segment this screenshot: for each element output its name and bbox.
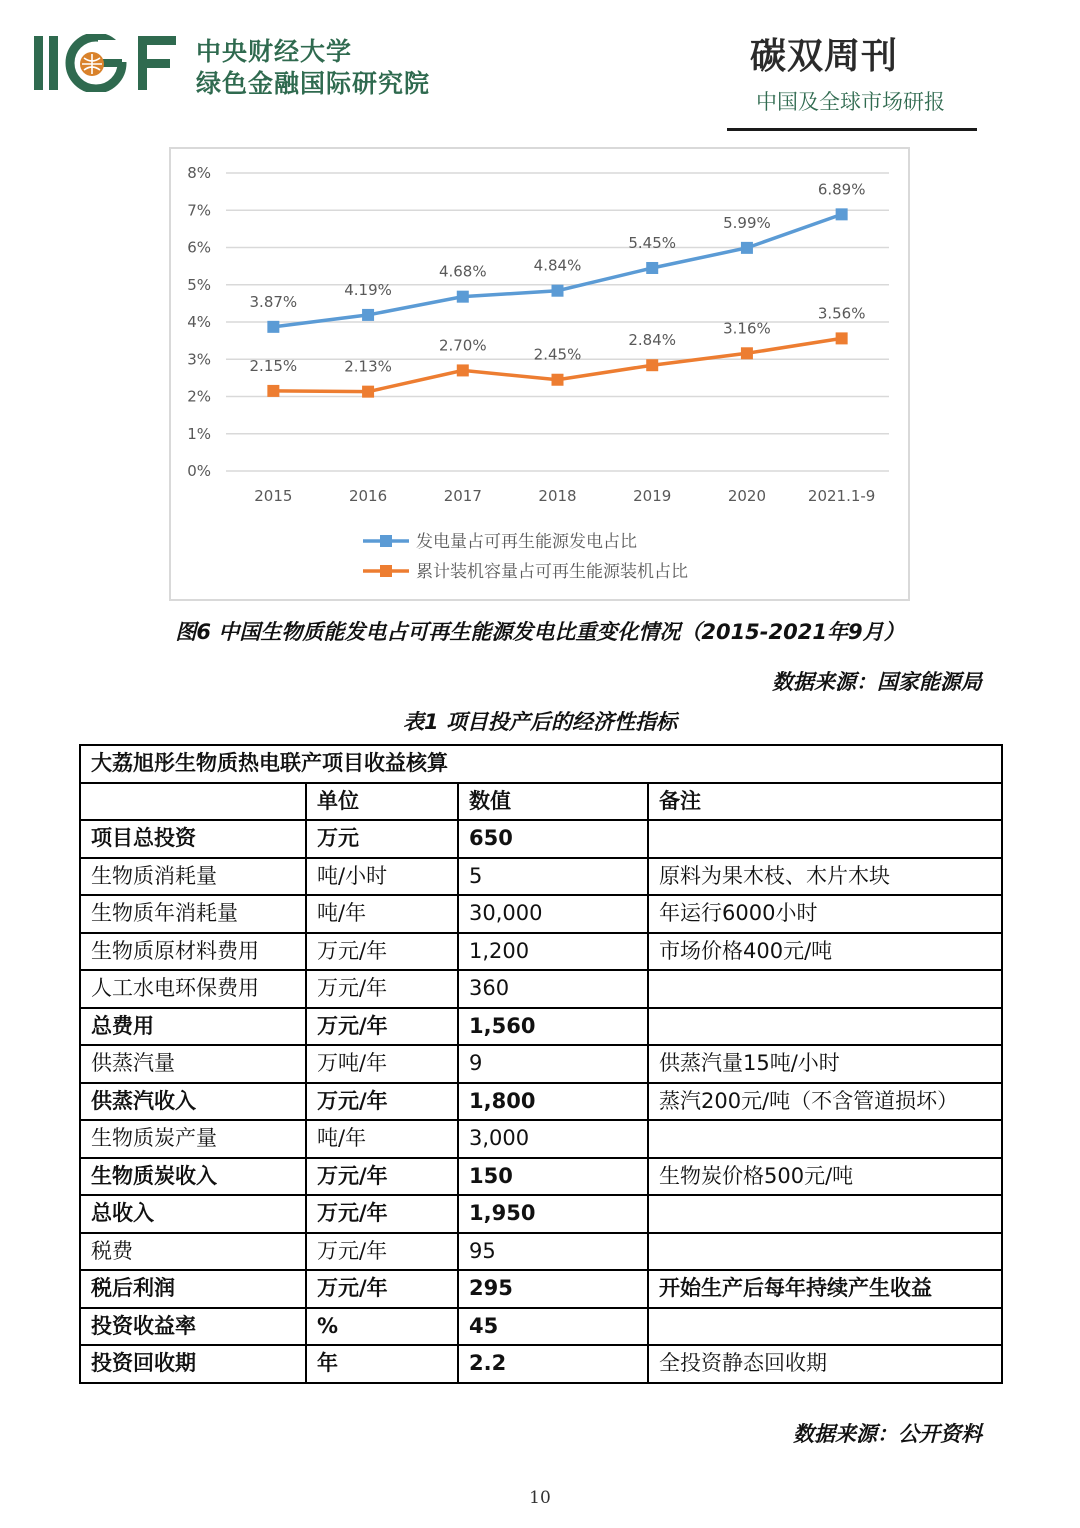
- y-tick-label: 1%: [187, 424, 211, 443]
- table-cell-unit: 万元: [306, 820, 458, 858]
- table-cell-note: [648, 1120, 1002, 1158]
- table-cell-value: 295: [458, 1270, 648, 1308]
- table-cell-unit: 万元/年: [306, 1158, 458, 1196]
- table-cell-item: 生物质年消耗量: [80, 895, 306, 933]
- table-cell-value: 650: [458, 820, 648, 858]
- data-point: [836, 208, 848, 220]
- y-tick-label: 6%: [187, 238, 211, 257]
- figure-source: 数据来源：国家能源局: [772, 670, 982, 694]
- x-tick-label: 2017: [443, 487, 482, 505]
- table-row: [80, 1045, 1002, 1083]
- table-cell-value: 1,950: [458, 1195, 648, 1233]
- table-cell-item: 生物质原材料费用: [80, 933, 306, 971]
- table-cell-value: 1,560: [458, 1008, 648, 1046]
- table-cell-note: 原料为果木枝、木片木块: [648, 858, 1002, 896]
- data-label: 6.89%: [817, 180, 866, 199]
- table-cell-unit: 吨/年: [306, 895, 458, 933]
- table-cell-unit: 万元/年: [306, 933, 458, 971]
- x-tick-label: 2015: [254, 487, 293, 505]
- y-tick-label: 0%: [187, 462, 211, 480]
- table-cell-note: 供蒸汽量15吨/小时: [648, 1045, 1002, 1083]
- table-cell-unit: 万元/年: [306, 1233, 458, 1271]
- table-cell-unit: 年: [306, 1345, 458, 1383]
- table-cell-value: 150: [458, 1158, 648, 1196]
- table-row: [80, 1270, 1002, 1308]
- table-cell-note: [648, 970, 1002, 1008]
- column-header: 备注: [648, 783, 1002, 821]
- table-cell-unit: 万元/年: [306, 1195, 458, 1233]
- table-cell-item: 生物质炭产量: [80, 1120, 306, 1158]
- table-row: [80, 820, 1002, 858]
- table-cell-unit: 万元/年: [306, 1008, 458, 1046]
- table-cell-value: 1,200: [458, 933, 648, 971]
- line-chart: [171, 149, 908, 599]
- data-point: [457, 291, 469, 303]
- data-point: [552, 374, 564, 386]
- table-cell-note: [648, 1195, 1002, 1233]
- figure-caption: 图6 中国生物质能发电占可再生能源发电比重变化情况（2015-2021年9月）: [175, 620, 905, 644]
- data-label: 4.19%: [344, 280, 392, 299]
- table-cell-note: 全投资静态回收期: [648, 1345, 1002, 1383]
- table-cell-note: [648, 1233, 1002, 1271]
- table-title-row: [80, 745, 1002, 783]
- table-cell-unit: 万吨/年: [306, 1045, 458, 1083]
- data-label: 2.84%: [628, 331, 677, 350]
- data-label: 3.16%: [723, 319, 771, 338]
- table-cell-unit: 吨/小时: [306, 858, 458, 896]
- data-label: 4.84%: [533, 256, 582, 275]
- table-cell-value: 2.2: [458, 1345, 648, 1383]
- line-chart-container: [169, 147, 910, 601]
- data-point: [741, 347, 753, 359]
- table-cell-note: [648, 1008, 1002, 1046]
- table-row: [80, 895, 1002, 933]
- table-cell-value: 95: [458, 1233, 648, 1271]
- table-cell-value: 30,000: [458, 895, 648, 933]
- table-row: [80, 1308, 1002, 1346]
- x-tick-label: 2018: [538, 487, 577, 505]
- table-row: [80, 1008, 1002, 1046]
- legend-swatch-marker: [380, 565, 392, 577]
- data-label: 5.99%: [723, 213, 771, 232]
- data-point: [552, 285, 564, 297]
- data-point: [362, 309, 374, 321]
- data-label: 4.68%: [438, 262, 487, 281]
- table-cell-unit: 吨/年: [306, 1120, 458, 1158]
- iigf-logo: [34, 34, 179, 92]
- table-cell-value: 3,000: [458, 1120, 648, 1158]
- data-label: 2.15%: [249, 356, 298, 375]
- table-cell-value: 45: [458, 1308, 648, 1346]
- legend-swatch-marker: [380, 535, 392, 547]
- table-cell-item: 总费用: [80, 1008, 306, 1046]
- y-tick-label: 8%: [187, 164, 211, 182]
- table-cell-item: 税费: [80, 1233, 306, 1271]
- table-row: [80, 1345, 1002, 1383]
- legend-label: 发电量占可再生能源发电占比: [416, 532, 637, 552]
- institution-name-line1: 中央财经大学: [196, 37, 353, 66]
- data-point: [267, 385, 279, 397]
- table-row: [80, 858, 1002, 896]
- table-row: [80, 1233, 1002, 1271]
- column-header: 单位: [306, 783, 458, 821]
- table-cell-item: 总收入: [80, 1195, 306, 1233]
- table-cell-unit: %: [306, 1308, 458, 1346]
- data-label: 2.45%: [533, 345, 582, 364]
- data-label: 3.56%: [817, 304, 866, 323]
- table-cell-unit: 万元/年: [306, 1083, 458, 1121]
- table-cell-unit: 万元/年: [306, 1270, 458, 1308]
- economics-table: [79, 744, 1003, 1384]
- y-tick-label: 4%: [187, 313, 211, 331]
- table-row: [80, 1195, 1002, 1233]
- data-point: [646, 262, 658, 274]
- table-row: [80, 970, 1002, 1008]
- x-tick-label: 2020: [727, 487, 767, 505]
- table-cell-item: 项目总投资: [80, 820, 306, 858]
- table-cell-item: 生物质消耗量: [80, 858, 306, 896]
- table-row: [80, 1120, 1002, 1158]
- table-cell-item: 人工水电环保费用: [80, 970, 306, 1008]
- table-cell-unit: 万元/年: [306, 970, 458, 1008]
- y-tick-label: 5%: [187, 275, 211, 294]
- table-cell-note: 开始生产后每年持续产生收益: [648, 1270, 1002, 1308]
- y-tick-label: 3%: [187, 350, 211, 369]
- table-title: 表1 项目投产后的经济性指标: [403, 710, 677, 734]
- publication-title: 碳双周刊: [749, 36, 898, 77]
- table-cell-note: [648, 1308, 1002, 1346]
- table-cell-value: 1,800: [458, 1083, 648, 1121]
- table-cell-note: 生物炭价格500元/吨: [648, 1158, 1002, 1196]
- table-row: [80, 1083, 1002, 1121]
- data-point: [836, 332, 848, 344]
- table-cell-item: 投资收益率: [80, 1308, 306, 1346]
- x-tick-label: 2019: [633, 487, 672, 505]
- table-cell-item: 供蒸汽量: [80, 1045, 306, 1083]
- table-cell-value: 9: [458, 1045, 648, 1083]
- data-point: [267, 321, 279, 333]
- table-source: 数据来源：公开资料: [793, 1422, 982, 1446]
- data-point: [741, 242, 753, 254]
- data-point: [646, 359, 658, 371]
- column-header: 数值: [458, 783, 648, 821]
- table-cell-note: 年运行6000小时: [648, 895, 1002, 933]
- page-number: 10: [529, 1488, 551, 1508]
- table-row: [80, 933, 1002, 971]
- x-tick-label: 2016: [348, 487, 388, 505]
- table-cell-value: 5: [458, 858, 648, 896]
- table-row: [80, 1158, 1002, 1196]
- table-cell-item: 生物质炭收入: [80, 1158, 306, 1196]
- institution-name-line2: 绿色金融国际研究院: [196, 69, 431, 98]
- table-header-row: [80, 783, 1002, 821]
- y-tick-label: 7%: [187, 201, 211, 220]
- data-label: 2.13%: [344, 357, 392, 376]
- data-point: [457, 364, 469, 376]
- y-tick-label: 2%: [187, 387, 211, 406]
- column-header: [80, 783, 306, 821]
- table-cell-note: 蒸汽200元/吨（不含管道损坏）: [648, 1083, 1002, 1121]
- table-cell-note: 市场价格400元/吨: [648, 933, 1002, 971]
- data-label: 3.87%: [249, 292, 298, 311]
- table-cell-item: 投资回收期: [80, 1345, 306, 1383]
- x-tick-label: 2021.1-9: [807, 487, 876, 505]
- data-label: 5.45%: [628, 233, 677, 252]
- project-title-cell: 大荔旭彤生物质热电联产项目收益核算: [80, 745, 1002, 783]
- page-header: [0, 0, 1080, 140]
- data-point: [362, 386, 374, 398]
- table-cell-note: [648, 820, 1002, 858]
- legend-label: 累计装机容量占可再生能源装机占比: [416, 562, 688, 582]
- header-divider: [727, 128, 977, 131]
- data-label: 2.70%: [438, 336, 487, 355]
- table-cell-value: 360: [458, 970, 648, 1008]
- table-cell-item: 税后利润: [80, 1270, 306, 1308]
- publication-subtitle: 中国及全球市场研报: [756, 90, 945, 114]
- table-cell-item: 供蒸汽收入: [80, 1083, 306, 1121]
